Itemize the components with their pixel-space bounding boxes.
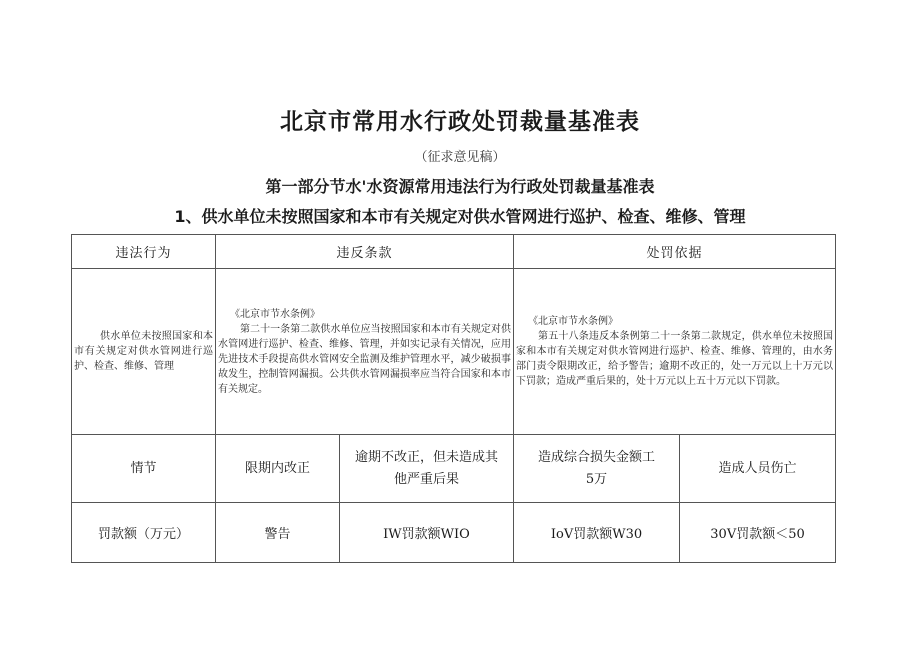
circumstance-row: [72, 435, 836, 503]
circumstance-3: 造成综合损失金额工5万: [514, 435, 680, 503]
fine-4: 30V罚款额＜50: [680, 503, 836, 563]
basis-source: 《北京市节水条例》: [528, 316, 619, 327]
clause-cell: [216, 269, 514, 435]
basis-cell: [514, 269, 836, 435]
draft-subtitle: （征求意见稿）: [414, 150, 506, 165]
basis-text: 第五十八条违反本条例第二十一条第二款规定，供水单位未按照国家和本市有关规定对供水管网进行巡护、检查、维修、管理的，由水务部门责令限期改正，给予警告；逾期不改正的，处一万元以上十万元以下罚款；造成严重后果的，处十万元以上五十万元以下罚款。: [516, 331, 834, 387]
circumstance-1: 限期内改正: [216, 435, 340, 503]
circumstance-2: 逾期不改正，但未造成其他严重后果: [340, 435, 514, 503]
part-title: 第一部分节水'水资源常用违法行为行政处罚裁量基准表: [265, 177, 655, 196]
fine-1: 警告: [216, 503, 340, 563]
fine-row: [72, 503, 836, 563]
table-row: [72, 269, 836, 435]
section-title: 1、供水单位未按照国家和本市有关规定对供水管网进行巡护、检查、维修、管理: [174, 207, 746, 226]
fine-label: 罚款额（万元）: [72, 503, 216, 563]
header-clause: 违反条款: [216, 235, 514, 269]
header-basis: 处罚依据: [514, 235, 836, 269]
fine-3: IoV罚款额W30: [514, 503, 680, 563]
circumstance-label: 情节: [72, 435, 216, 503]
violation-cell: [72, 269, 216, 435]
violation-text: 供水单位未按照国家和本市有关规定对供水管网进行巡护、检查、维修、管理: [74, 331, 213, 372]
fine-2: IW罚款额WIO: [340, 503, 514, 563]
page-title: 北京市常用水行政处罚裁量基准表: [280, 109, 640, 135]
clause-text: 第二十一条第二款供水单位应当按照国家和本市有关规定对供水管网进行巡护、检查、维修、管理，并如实记录有关情况，应用先进技术手段提高供水管网安全监测及维护管理水平，减少破损事故发生，控制管网漏损。公共供水管网漏损率应当符合国家和本市有关规定。: [218, 323, 512, 395]
table-header-row: [72, 235, 836, 269]
clause-source: 《北京市节水条例》: [230, 308, 320, 320]
header-violation: 违法行为: [72, 235, 216, 269]
penalty-table: [71, 234, 836, 563]
circumstance-4: 造成人员伤亡: [680, 435, 836, 503]
